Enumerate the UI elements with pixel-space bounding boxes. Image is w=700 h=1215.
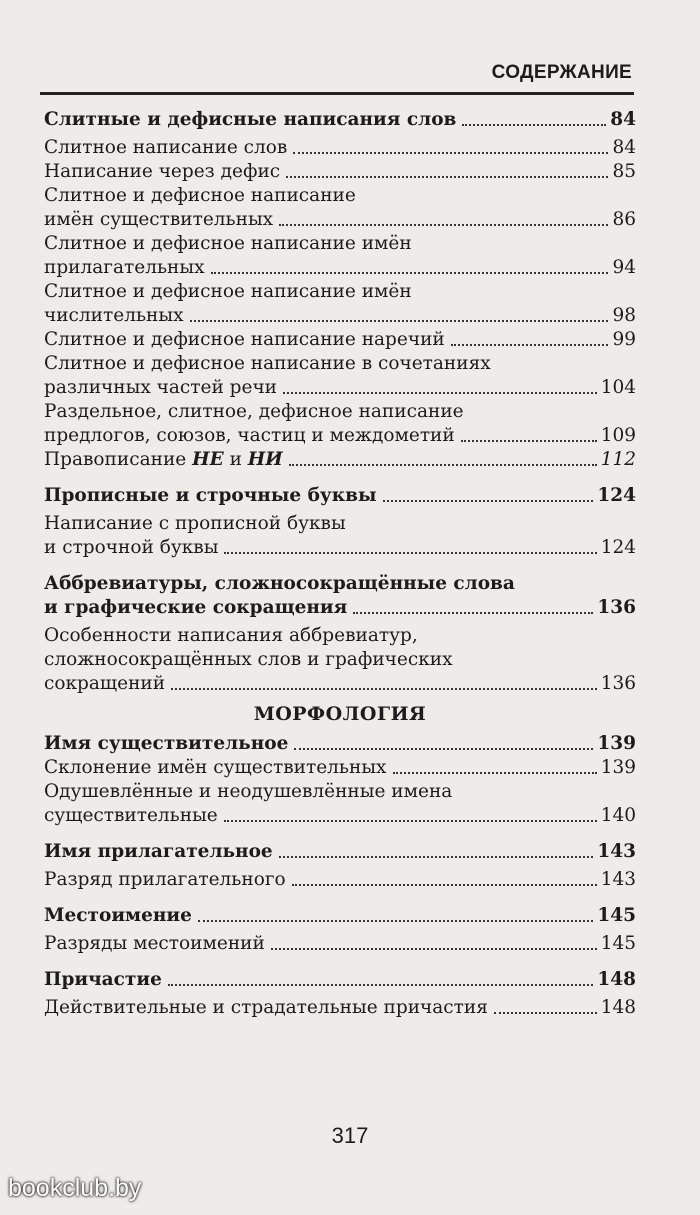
toc-page-number: 124 bbox=[600, 537, 636, 558]
leader-dots bbox=[224, 552, 596, 554]
toc-group-title bbox=[44, 968, 636, 992]
toc-page-number: 99 bbox=[612, 329, 636, 350]
toc-entry-text: сокращений bbox=[44, 673, 166, 694]
leader-dots bbox=[283, 392, 597, 394]
toc-title-text: Прописные и строчные буквы bbox=[44, 485, 377, 506]
leader-dots bbox=[451, 344, 609, 346]
toc-page-number: 145 bbox=[597, 905, 636, 926]
leader-dots bbox=[168, 984, 594, 986]
toc-group-title bbox=[44, 484, 636, 508]
toc-title-text: Имя существительное bbox=[44, 733, 289, 754]
leader-dots bbox=[292, 884, 597, 886]
toc-title-text: Имя прилагательное bbox=[44, 841, 273, 862]
toc-entry-line bbox=[44, 352, 636, 376]
leader-dots bbox=[279, 224, 608, 226]
toc-entry bbox=[44, 932, 636, 956]
toc-entry-emphasis: НЕ bbox=[192, 449, 224, 470]
toc-entry-line bbox=[44, 624, 636, 648]
leader-dots bbox=[211, 272, 609, 274]
header-rule bbox=[40, 92, 634, 95]
leader-dots bbox=[279, 856, 594, 858]
toc-page-number: 145 bbox=[600, 933, 636, 954]
toc-page-number: 84 bbox=[612, 137, 636, 158]
toc-page-number: 112 bbox=[600, 449, 636, 470]
toc-page-number: 98 bbox=[612, 305, 636, 326]
toc-page-number: 124 bbox=[597, 485, 636, 506]
toc-entry bbox=[44, 996, 636, 1020]
leader-dots bbox=[171, 688, 597, 690]
toc-page-number: 148 bbox=[600, 997, 636, 1018]
toc-entry-text: Слитное и дефисное написание наречий bbox=[44, 329, 445, 350]
toc-entry-text: существительные bbox=[44, 805, 218, 826]
toc-entry-text-prefix: Правописание bbox=[44, 449, 193, 470]
toc-page-number: 139 bbox=[600, 757, 636, 778]
toc-entry bbox=[44, 304, 636, 328]
toc-page-number: 143 bbox=[600, 869, 636, 890]
leader-dots bbox=[393, 772, 597, 774]
toc-entry bbox=[44, 448, 636, 472]
toc-entry bbox=[44, 868, 636, 892]
toc-entry-text: Одушевлённые и неодушевлённые имена bbox=[44, 781, 453, 802]
toc-entry-text: и строчной буквы bbox=[44, 537, 219, 558]
toc-title-text: и графические сокращения bbox=[44, 597, 348, 618]
leader-dots bbox=[198, 920, 593, 922]
watermark: bookclub.by bbox=[8, 1174, 142, 1202]
toc-entry-text: Слитное и дефисное написание bbox=[44, 185, 356, 206]
toc-entry-text: Разряды местоимений bbox=[44, 933, 265, 954]
toc-entry-text: имён существительных bbox=[44, 209, 274, 230]
toc-page-number: 84 bbox=[610, 109, 636, 130]
toc-entry bbox=[44, 376, 636, 400]
toc-page-number: 104 bbox=[600, 377, 636, 398]
toc-entry bbox=[44, 756, 636, 780]
toc-entry bbox=[44, 208, 636, 232]
toc-page-number: 136 bbox=[600, 673, 636, 694]
toc-entry-text: Раздельное, слитное, дефисное написание bbox=[44, 401, 464, 422]
leader-dots bbox=[293, 152, 608, 154]
toc-entry-line bbox=[44, 184, 636, 208]
toc-page-number: 109 bbox=[600, 425, 636, 446]
running-header: СОДЕРЖАНИЕ bbox=[491, 62, 632, 83]
toc-entry-text bbox=[44, 448, 283, 472]
toc-page-number: 140 bbox=[600, 805, 636, 826]
toc-entry bbox=[44, 804, 636, 828]
toc-entry bbox=[44, 256, 636, 280]
toc-page-number: 94 bbox=[612, 257, 636, 278]
toc-entry bbox=[44, 536, 636, 560]
leader-dots bbox=[462, 124, 606, 126]
toc-title-text: Слитные и дефисные написания слов bbox=[44, 109, 457, 130]
toc-entry-text: Склонение имён существительных bbox=[44, 757, 387, 778]
toc-page-number: 85 bbox=[612, 161, 636, 182]
leader-dots bbox=[494, 1012, 597, 1014]
leader-dots bbox=[224, 820, 597, 822]
leader-dots bbox=[353, 612, 593, 614]
toc-entry-line bbox=[44, 280, 636, 304]
toc-entry bbox=[44, 672, 636, 696]
toc-page-number: 136 bbox=[597, 597, 636, 618]
toc-entry-text: Слитное написание слов bbox=[44, 137, 288, 158]
leader-dots bbox=[383, 500, 594, 502]
toc-entry-text: предлогов, союзов, частиц и междометий bbox=[44, 425, 455, 446]
toc-group-title bbox=[44, 732, 636, 756]
toc-entry-text: числительных bbox=[44, 305, 184, 326]
leader-dots bbox=[294, 748, 593, 750]
leader-dots bbox=[461, 440, 597, 442]
toc-entry-text: Слитное и дефисное написание в сочетаниях bbox=[44, 353, 491, 374]
toc-entry-line bbox=[44, 780, 636, 804]
page-number: 317 bbox=[331, 1123, 369, 1148]
toc-entry-text: прилагательных bbox=[44, 257, 205, 278]
toc-group-title bbox=[44, 840, 636, 864]
toc-entry-text-conjunction: и bbox=[223, 449, 248, 470]
toc-title-text: Причастие bbox=[44, 969, 162, 990]
toc-group-title-line bbox=[44, 572, 636, 596]
leader-dots bbox=[271, 948, 597, 950]
toc-entry bbox=[44, 328, 636, 352]
leader-dots bbox=[190, 320, 609, 322]
toc-entry-line bbox=[44, 232, 636, 256]
toc-group-title bbox=[44, 596, 636, 620]
toc-entry-line bbox=[44, 512, 636, 536]
toc-entry-text: Действительные и страдательные причастия bbox=[44, 997, 488, 1018]
toc-entry bbox=[44, 160, 636, 184]
toc-page-number: 86 bbox=[612, 209, 636, 230]
leader-dots bbox=[286, 176, 608, 178]
toc-entry-text: Слитное и дефисное написание имён bbox=[44, 281, 412, 302]
leader-dots bbox=[289, 464, 597, 466]
toc-page-number: 143 bbox=[597, 841, 636, 862]
toc-entry-line bbox=[44, 648, 636, 672]
toc-entry-text: Слитное и дефисное написание имён bbox=[44, 233, 412, 254]
toc-title-text: Местоимение bbox=[44, 905, 192, 926]
toc-entry-text: сложносокращённых слов и графических bbox=[44, 649, 453, 670]
toc-entry-text: Написание через дефис bbox=[44, 161, 281, 182]
toc-entry-text: различных частей речи bbox=[44, 377, 278, 398]
toc-entry-emphasis: НИ bbox=[247, 449, 283, 470]
toc-entry-text: Написание с прописной буквы bbox=[44, 513, 346, 534]
toc-group-title bbox=[44, 108, 636, 132]
toc-page-number: 148 bbox=[597, 969, 636, 990]
toc-page-number: 139 bbox=[597, 733, 636, 754]
toc-entry-text: Разряд прилагательного bbox=[44, 869, 286, 890]
section-heading: МОРФОЛОГИЯ bbox=[253, 703, 427, 725]
toc-entry-text: Особенности написания аббревиатур, bbox=[44, 625, 418, 646]
toc-entry-line bbox=[44, 400, 636, 424]
table-of-contents bbox=[44, 108, 636, 1020]
toc-title-text: Аббревиатуры, сложносокращённые слова bbox=[44, 573, 515, 594]
toc-group-title bbox=[44, 904, 636, 928]
toc-entry bbox=[44, 424, 636, 448]
toc-entry bbox=[44, 136, 636, 160]
